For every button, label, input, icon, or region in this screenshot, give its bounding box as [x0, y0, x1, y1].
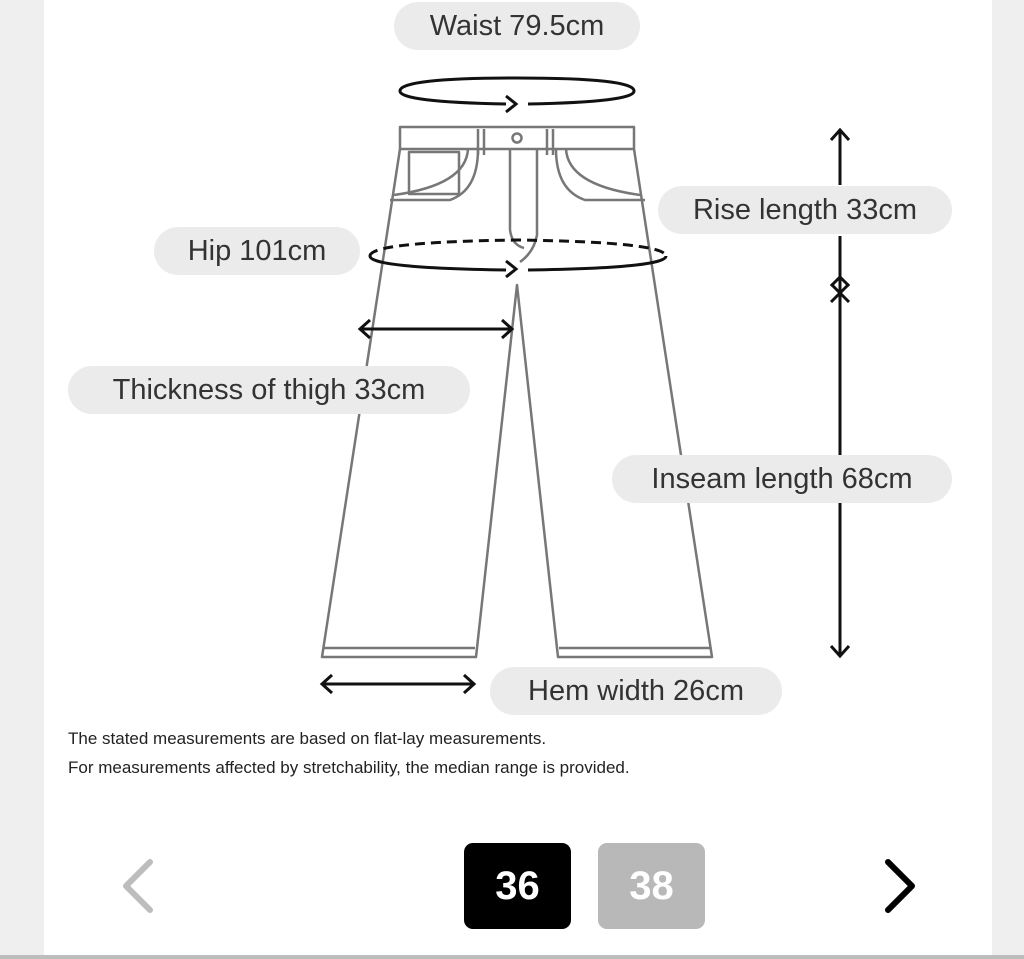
chevron-left-icon — [110, 850, 170, 922]
hem-arrow — [322, 675, 474, 693]
measurement-note-2: For measurements affected by stretchability, the median range is provided. — [68, 758, 630, 777]
hip-label: Hip 101cm — [154, 227, 360, 275]
measurement-note-1: The stated measurements are based on flat-lay measurements. — [68, 729, 547, 748]
inseam-length-label: Inseam length 68cm — [612, 455, 952, 503]
next-size-button[interactable] — [868, 850, 928, 922]
chevron-right-icon — [868, 850, 928, 922]
waist-indicator — [400, 78, 634, 112]
rise-length-label: Rise length 33cm — [658, 186, 952, 234]
size-36-button[interactable]: 36 — [464, 843, 571, 929]
bottom-divider — [0, 955, 1024, 959]
thigh-arrow — [360, 320, 512, 338]
hem-width-label: Hem width 26cm — [490, 667, 782, 715]
thigh-label: Thickness of thigh 33cm — [68, 366, 470, 414]
size-38-button[interactable]: 38 — [598, 843, 705, 929]
waist-label: Waist 79.5cm — [394, 2, 640, 50]
prev-size-button[interactable] — [110, 850, 170, 922]
